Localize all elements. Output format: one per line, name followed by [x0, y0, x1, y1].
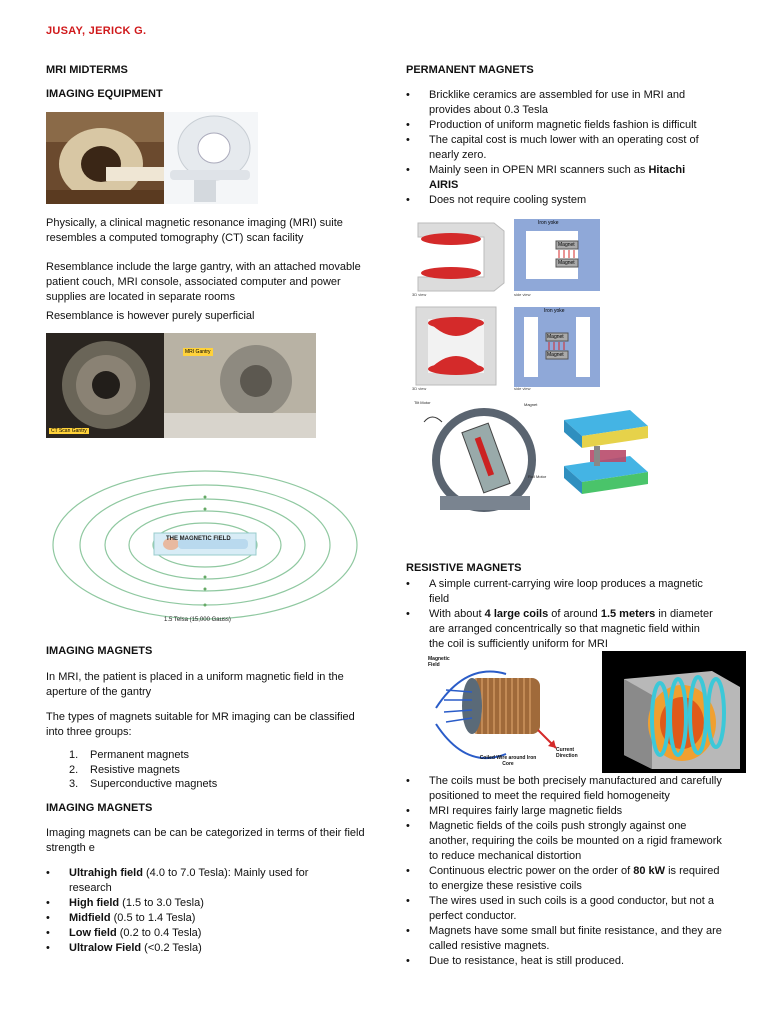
- magnet-group-item: [46, 777, 366, 792]
- bold-term: 4 large coils: [484, 608, 549, 620]
- bullet-item: [406, 163, 716, 193]
- coiled-wire-label: Coiled Wire around Iron Core: [479, 755, 537, 767]
- side-view-label: side view: [514, 292, 531, 297]
- resistive-coil-3d-render: [602, 651, 746, 773]
- bold-term: 1.5 meters: [600, 608, 656, 620]
- coiled-wire-diagram: [426, 652, 598, 774]
- permanent-magnets-list: [406, 88, 716, 208]
- bullet-item: [406, 118, 716, 133]
- bullet-text: Bricklike ceramics are assembled for use in MRI and provides about 0.3 Tesla: [429, 89, 686, 116]
- bullet-item: [406, 864, 722, 894]
- magnets-paragraph-1: In MRI, the patient is placed in a uniform magnetic field in the aperture of the gantry: [46, 671, 344, 698]
- strength-range: (<0.2 Tesla): [141, 942, 202, 954]
- field-strength-item: [46, 911, 336, 926]
- tilt-roll-motor-diagram: [410, 398, 552, 516]
- motor-magnet-label: Magnet: [524, 402, 538, 407]
- list-item-text: Resistive magnets: [90, 763, 180, 776]
- field-strength-item: [46, 896, 336, 911]
- paragraph-superficial: Resemblance is however purely superficial: [46, 310, 255, 322]
- strength-range: (4.0 to 7.0 Tesla): Mainly used for research: [69, 867, 309, 894]
- field-strength-item: [46, 926, 336, 941]
- magnet-label-3: Magnet: [547, 334, 564, 340]
- bullet-text: The wires used in such coils is a good conductor, but not a perfect conductor.: [429, 895, 714, 922]
- bullet-item: [406, 88, 716, 118]
- magnets-paragraph-3: Imaging magnets can be can be categorized in terms of their field strength e: [46, 827, 365, 854]
- open-mri-3d-diagram: [560, 406, 652, 504]
- bullet-text: The capital cost is much lower with an operating cost of nearly zero.: [429, 134, 699, 161]
- bullet-item: [406, 607, 716, 652]
- author-name: JUSAY, JERICK G.: [46, 25, 147, 37]
- strength-name: Low field: [69, 927, 117, 939]
- field-center-label: 1.5 Telsa (15,000 Gauss): [164, 617, 231, 623]
- bullet-text: The coils must be both precisely manufactured and carefully positioned to meet the required field homogeneity: [429, 775, 722, 802]
- bullet-item: [406, 894, 722, 924]
- field-figure-title: THE MAGNETIC FIELD: [166, 536, 231, 542]
- bullet-text: in diameter are arranged concentrically so that magnetic field within the coil is sufficiently uniform for MRI: [429, 608, 713, 650]
- view-3d-label: 3D view: [412, 292, 427, 297]
- strength-range: (0.2 to 0.4 Tesla): [116, 927, 202, 939]
- strength-name: Ultralow Field: [69, 942, 142, 954]
- permanent-magnets-heading: PERMANENT MAGNETS: [406, 64, 534, 76]
- bullet-text: With about: [429, 608, 485, 620]
- magnetic-field-figure: [46, 447, 364, 625]
- bullet-item: [406, 133, 716, 163]
- magnets-paragraph-2: The types of magnets suitable for MR imaging can be classified into three groups:: [46, 711, 355, 738]
- paragraph-resemblance: Resemblance include the large gantry, with an attached movable patient couch, MRI console, associated computer and power supplies are located in separate rooms: [46, 261, 361, 303]
- list-item-text: Permanent magnets: [90, 749, 190, 761]
- list-number: 1.: [69, 749, 79, 761]
- bullet-text: Magnets have some small but finite resistance, and they are called resistive magnets.: [429, 925, 722, 952]
- bullet-text: Magnetic fields of the coils push strongly against one another, requiring the coils be mounted on a rigid framework to reduce mechanical distortion: [429, 820, 722, 862]
- doc-title: MRI MIDTERMS: [46, 64, 128, 76]
- mri-scanner-photo: [46, 112, 164, 204]
- ct-scanner-photo: [164, 112, 258, 204]
- bullet-item: [406, 577, 716, 607]
- list-item-text: Superconductive magnets: [90, 778, 218, 790]
- bullet-text: Production of uniform magnetic fields fashion is difficult: [429, 119, 697, 131]
- bullet-text: Due to resistance, heat is still produced.: [429, 955, 625, 967]
- iron-yoke-label-2: Iron yoke: [544, 308, 565, 314]
- bullet-text: MRI requires fairly large magnetic fields: [429, 805, 623, 817]
- imaging-equipment-heading: IMAGING EQUIPMENT: [46, 88, 163, 100]
- tilt-motor-label: Tilt Motor: [414, 400, 431, 405]
- imaging-magnets-heading-2: IMAGING MAGNETS: [46, 802, 153, 814]
- bold-term: Hitachi AIRIS: [429, 164, 686, 191]
- strength-name: Ultrahigh field: [69, 867, 143, 879]
- iron-yoke-label: Iron yoke: [538, 220, 559, 226]
- bullet-item: [406, 924, 722, 954]
- strength-range: (1.5 to 3.0 Tesla): [119, 897, 204, 909]
- mri-gantry-label: MRI Gantry: [185, 349, 211, 355]
- field-strength-list: [46, 866, 336, 956]
- strength-range: (0.5 to 1.4 Tesla): [110, 912, 196, 924]
- paragraph-suite: Physically, a clinical magnetic resonance imaging (MRI) suite resembles a computed tomography (CT) scan facility: [46, 217, 343, 244]
- bold-term: 80 kW: [633, 865, 666, 877]
- current-direction-label: Current Direction: [556, 747, 578, 759]
- bullet-text: Does not require cooling system: [429, 194, 587, 206]
- gantry-comparison-photo: [46, 333, 316, 438]
- bullet-text: of around: [548, 608, 601, 620]
- list-number: 3.: [69, 778, 79, 790]
- imaging-magnets-heading: IMAGING MAGNETS: [46, 645, 153, 657]
- field-strength-item: [46, 866, 336, 896]
- magnet-group-item: [46, 763, 366, 778]
- field-strength-item: [46, 941, 336, 956]
- bullet-text: is required to energize these resistive coils: [429, 865, 720, 892]
- magnet-label-2: Magnet: [558, 260, 575, 266]
- strength-name: High field: [69, 897, 120, 909]
- side-view-label-2: side view: [514, 386, 531, 391]
- bullet-text: A simple current-carrying wire loop produces a magnetic field: [429, 578, 703, 605]
- resistive-magnets-list-1: [406, 577, 716, 652]
- bullet-item: [406, 954, 722, 969]
- bullet-text: Continuous electric power on the order of: [429, 865, 634, 877]
- strength-name: Midfield: [69, 912, 111, 924]
- roll-motor-label: Roll Motor: [528, 474, 547, 479]
- magnetic-field-label: Magnetic Field: [428, 656, 450, 668]
- magnet-groups-list: [46, 748, 366, 792]
- yoke-diagram-top: [406, 215, 602, 297]
- bullet-item: [406, 193, 716, 208]
- list-number: 2.: [69, 763, 79, 776]
- bullet-item: [406, 774, 722, 804]
- bullet-item: [406, 819, 722, 864]
- magnet-label-4: Magnet: [547, 352, 564, 358]
- magnet-group-item: [46, 748, 366, 763]
- resistive-magnets-list-2: [406, 774, 722, 969]
- bullet-text: Mainly seen in OPEN MRI scanners such as: [429, 164, 649, 176]
- ct-gantry-label: CT Scan Gantry: [51, 428, 87, 434]
- view-3d-label-2: 3D view: [412, 386, 427, 391]
- yoke-diagram-bottom: [406, 303, 602, 393]
- bullet-item: [406, 804, 722, 819]
- resistive-magnets-heading: RESISTIVE MAGNETS: [406, 562, 522, 574]
- magnet-label-1: Magnet: [558, 242, 575, 248]
